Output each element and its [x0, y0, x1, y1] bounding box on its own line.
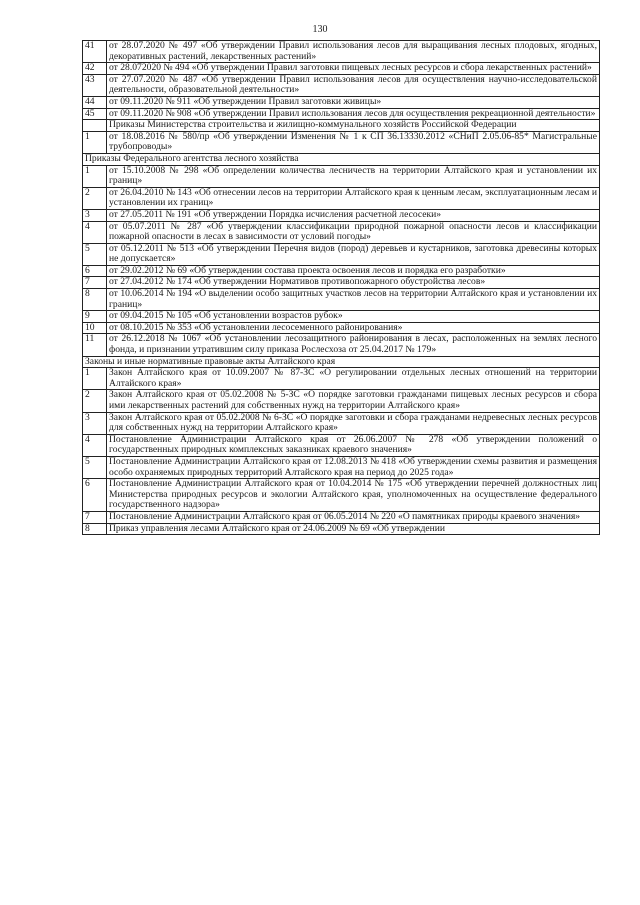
act-description: Закон Алтайского края от 05.02.2008 № 5-ЗС «О порядке заготовки гражданами пищевых лесных ресурсов и сбора ими лекарственных растений для собственных нужд на территории Алтайского края» — [107, 390, 600, 412]
act-description: от 15.10.2008 № 298 «Об определении количества лесничеств на территории Алтайского края и установлении их границ» — [107, 165, 600, 187]
table-row — [83, 209, 600, 221]
table-row — [83, 165, 600, 187]
act-description: Постановление Администрации Алтайского края от 26.06.2007 № 278 «Об утверждении положений о государственных природных комплексных заказниках краевого значения» — [107, 434, 600, 456]
act-description: от 29.02.2012 № 69 «Об утверждении состава проекта освоения лесов и порядка его разработки» — [107, 265, 600, 277]
table-row — [83, 390, 600, 412]
row-number: 1 — [83, 131, 107, 153]
table-row — [83, 108, 600, 120]
row-number: 8 — [83, 523, 107, 535]
act-description: от 28.072020 № 494 «Об утверждении Правил заготовки пищевых лесных ресурсов и сбора лекарственных растений» — [107, 63, 600, 75]
act-description: от 10.06.2014 № 194 «О выделении особо защитных участков лесов на территории Алтайского края и установлении их границ» — [107, 289, 600, 311]
row-number: 43 — [83, 74, 107, 96]
table-row — [83, 96, 600, 108]
act-description: от 09.11.2020 № 911 «Об утверждении Правил заготовки живицы» — [107, 96, 600, 108]
act-description: Постановление Администрации Алтайского края от 06.05.2014 № 220 «О памятниках природы краевого значения» — [107, 511, 600, 523]
section-header-row — [83, 153, 600, 165]
row-number: 1 — [83, 165, 107, 187]
act-description: Закон Алтайского края от 05.02.2008 № 6-ЗС «О порядке заготовки и сбора гражданами недревесных лесных ресурсов для собственных нужд на территории Алтайского края» — [107, 412, 600, 434]
row-number: 3 — [83, 412, 107, 434]
row-number: 4 — [83, 221, 107, 243]
table-row — [83, 479, 600, 512]
table-row — [83, 221, 600, 243]
table-row — [83, 289, 600, 311]
act-description: от 18.08.2016 № 580/пр «Об утверждении Изменения № 1 к СП 36.13330.2012 «СНиП 2.05.06-85* Магистральные трубопроводы» — [107, 131, 600, 153]
act-description: от 05.07.2011 № 287 «Об утверждении классификации природной пожарной опасности лесов и классификации пожарной опасности в лесах в зависимости от условий погоды» — [107, 221, 600, 243]
act-description: от 26.04.2010 № 143 «Об отнесении лесов на территории Алтайского края к ценным лесам, эксплуатационным лесам и установлении их границ» — [107, 187, 600, 209]
table-row — [83, 456, 600, 478]
table-row — [83, 412, 600, 434]
act-description: от 08.10.2015 № 353 «Об установлении лесосеменного районирования» — [107, 322, 600, 334]
subsection-title: Приказы Министерства строительства и жилищно-коммунального хозяйств Российской Федерации — [107, 120, 600, 132]
act-description: от 28.07.2020 № 497 «Об утверждении Правил использования лесов для выращивания лесных плодовых, ягодных, декоративных растений, лекарственных растений» — [107, 41, 600, 63]
act-description: Постановление Администрации Алтайского края от 12.08.2013 № 418 «Об утверждении схемы развития и размещения особо охраняемых природных территорий Алтайского края на период до 2025 года» — [107, 456, 600, 478]
row-number: 5 — [83, 243, 107, 265]
table-row — [83, 277, 600, 289]
act-description: Постановление Администрации Алтайского края от 10.04.2014 № 175 «Об утверждении перечней должностных лиц Министерства природных ресурсов и экологии Алтайского края, уполномоченных на осуществление федерального государственного надзора» — [107, 479, 600, 512]
row-number: 42 — [83, 63, 107, 75]
row-number: 2 — [83, 187, 107, 209]
act-description: от 09.11.2020 № 908 «Об утверждении Правил использования лесов для осуществления рекреационной деятельности» — [107, 108, 600, 120]
act-description: Приказ управления лесами Алтайского края от 24.06.2009 № 69 «Об утверждении — [107, 523, 600, 535]
act-description: Закон Алтайского края от 10.09.2007 № 87-ЗС «О регулировании отдельных лесных отношений на территории Алтайского края» — [107, 368, 600, 390]
row-number: 9 — [83, 311, 107, 323]
act-description: от 26.12.2018 № 1067 «Об установлении лесозащитного районирования в лесах, расположенных на землях лесного фонда, и признании утратившим силу приказа Рослесхоза от 25.04.2017 № 179» — [107, 334, 600, 356]
table-row — [83, 63, 600, 75]
row-number: 4 — [83, 434, 107, 456]
table-row — [83, 523, 600, 535]
table-row — [83, 41, 600, 63]
table-row — [83, 434, 600, 456]
table-row — [83, 511, 600, 523]
row-number: 44 — [83, 96, 107, 108]
act-description: от 27.07.2020 № 487 «Об утверждении Правил использования лесов для осуществления научно-исследовательской деятельности, образовательной деятельности» — [107, 74, 600, 96]
row-number: 3 — [83, 209, 107, 221]
table-row — [83, 243, 600, 265]
row-number: 6 — [83, 265, 107, 277]
row-number: 2 — [83, 390, 107, 412]
page-number: 130 — [312, 24, 328, 35]
row-number: 45 — [83, 108, 107, 120]
row-number: 6 — [83, 479, 107, 512]
table-row — [83, 131, 600, 153]
section-header-row — [83, 356, 600, 368]
row-number: 7 — [83, 277, 107, 289]
row-number: 7 — [83, 511, 107, 523]
table-row — [83, 120, 600, 132]
row-number: 8 — [83, 289, 107, 311]
act-description: от 05.12.2011 № 513 «Об утверждении Перечня видов (пород) деревьев и кустарников, заготовка древесины которых не допускается» — [107, 243, 600, 265]
table-body — [83, 41, 600, 535]
legal-acts-table — [82, 40, 600, 535]
section-title: Приказы Федерального агентства лесного хозяйства — [83, 153, 600, 165]
table-row — [83, 334, 600, 356]
table-row — [83, 322, 600, 334]
table-row — [83, 311, 600, 323]
table-row — [83, 74, 600, 96]
section-title: Законы и иные нормативные правовые акты Алтайского края — [83, 356, 600, 368]
table-row — [83, 187, 600, 209]
row-number — [83, 120, 107, 132]
row-number: 5 — [83, 456, 107, 478]
act-description: от 09.04.2015 № 105 «Об установлении возрастов рубок» — [107, 311, 600, 323]
row-number: 41 — [83, 41, 107, 63]
table-row — [83, 368, 600, 390]
row-number: 1 — [83, 368, 107, 390]
row-number: 11 — [83, 334, 107, 356]
table-row — [83, 265, 600, 277]
act-description: от 27.04.2012 № 174 «Об утверждении Нормативов противопожарного обустройства лесов» — [107, 277, 600, 289]
row-number: 10 — [83, 322, 107, 334]
act-description: от 27.05.2011 № 191 «Об утверждении Порядка исчисления расчетной лесосеки» — [107, 209, 600, 221]
